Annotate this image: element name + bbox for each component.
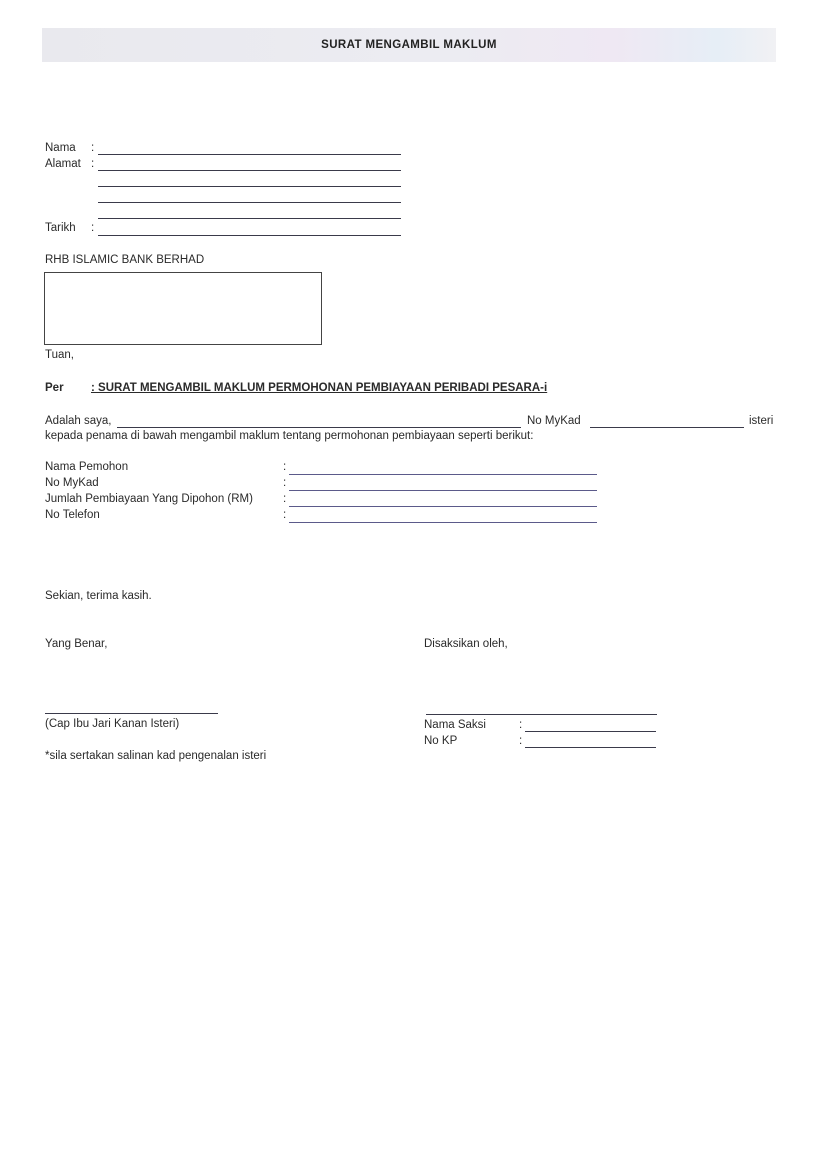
- thumbprint-signature-line[interactable]: [45, 713, 218, 714]
- date-label: Tarikh: [45, 222, 76, 234]
- address-line-1[interactable]: [98, 170, 401, 171]
- colon: :: [91, 142, 95, 154]
- witness-signature-line[interactable]: [426, 714, 657, 715]
- witness-id-line[interactable]: [525, 747, 656, 748]
- name-line[interactable]: [98, 154, 401, 155]
- document-title: SURAT MENGAMBIL MAKLUM: [321, 39, 497, 51]
- intro-prefix: Adalah saya,: [45, 415, 112, 427]
- applicant-name-line[interactable]: [289, 474, 597, 475]
- colon: :: [91, 222, 95, 234]
- closing-thanks: Sekian, terima kasih.: [45, 590, 152, 602]
- bank-name: RHB ISLAMIC BANK BERHAD: [45, 254, 205, 266]
- colon: :: [519, 735, 523, 747]
- witness-name-line[interactable]: [525, 731, 656, 732]
- applicant-mykad-label: No MyKad: [45, 477, 99, 489]
- financing-amount-line[interactable]: [289, 506, 597, 507]
- bank-address-box[interactable]: [44, 272, 322, 345]
- intro-suffix: isteri: [749, 415, 774, 427]
- colon: :: [283, 493, 287, 505]
- colon: :: [283, 509, 287, 521]
- per-label: Per: [45, 382, 64, 394]
- financing-amount-label: Jumlah Pembiayaan Yang Dipohon (RM): [45, 493, 253, 505]
- phone-label: No Telefon: [45, 509, 100, 521]
- wife-name-line[interactable]: [117, 427, 521, 428]
- name-label: Nama: [45, 142, 76, 154]
- date-line[interactable]: [98, 235, 401, 236]
- salutation: Tuan,: [45, 349, 74, 361]
- applicant-mykad-line[interactable]: [289, 490, 597, 491]
- colon: :: [519, 719, 523, 731]
- colon: :: [91, 158, 95, 170]
- letter-subject: : SURAT MENGAMBIL MAKLUM PERMOHONAN PEMBIAYAAN PERIBADI PESARA-i: [91, 382, 548, 394]
- colon: :: [283, 461, 287, 473]
- address-line-2[interactable]: [98, 186, 401, 187]
- address-line-4[interactable]: [98, 218, 401, 219]
- footnote: *sila sertakan salinan kad pengenalan isteri: [45, 750, 267, 762]
- address-label: Alamat: [45, 158, 81, 170]
- wife-mykad-line[interactable]: [590, 427, 744, 428]
- thumbprint-label: (Cap Ibu Jari Kanan Isteri): [45, 718, 180, 730]
- phone-line[interactable]: [289, 522, 597, 523]
- address-line-3[interactable]: [98, 202, 401, 203]
- witness-id-label: No KP: [424, 735, 458, 747]
- witness-name-label: Nama Saksi: [424, 719, 486, 731]
- colon: :: [283, 477, 287, 489]
- mykad-label: No MyKad: [527, 415, 581, 427]
- witnessed-by: Disaksikan oleh,: [424, 638, 508, 650]
- applicant-name-label: Nama Pemohon: [45, 461, 129, 473]
- yours-faithfully: Yang Benar,: [45, 638, 108, 650]
- header-bar: [42, 28, 776, 62]
- intro-line-2: kepada penama di bawah mengambil maklum tentang permohonan pembiayaan seperti berikut:: [45, 430, 534, 442]
